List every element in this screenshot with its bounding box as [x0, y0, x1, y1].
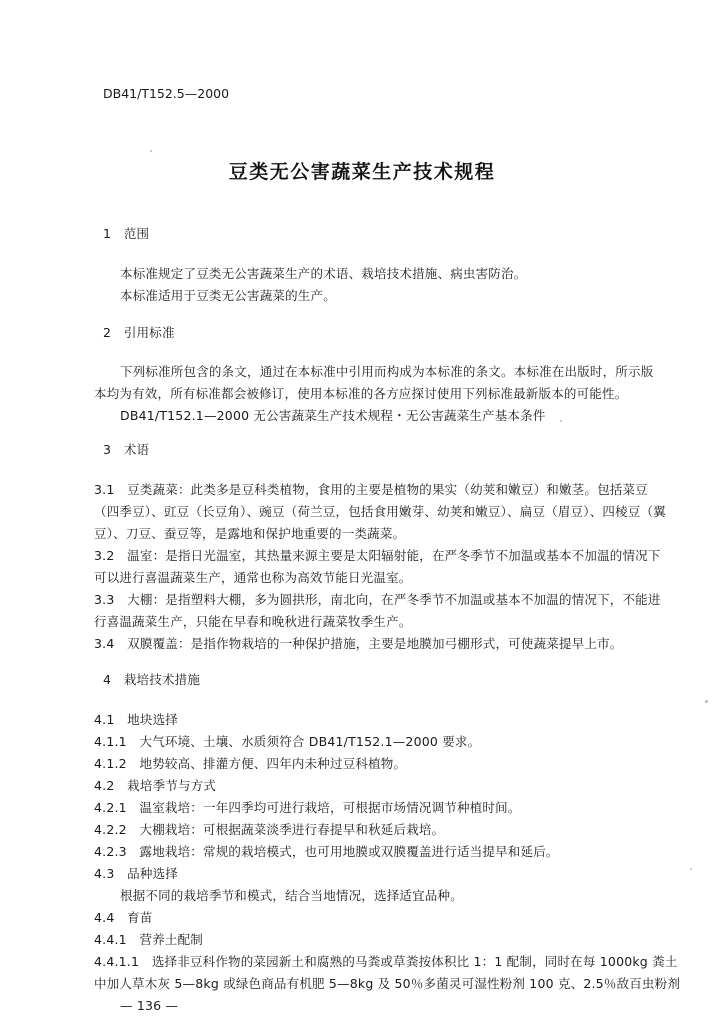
section-1-paragraph: 本标准适用于豆类无公害蔬菜的生产。: [120, 288, 336, 303]
clause-line: 4.2.2 大棚栽培：可根据蔬菜淡季进行春提早和秋延后栽培。: [94, 822, 445, 837]
clause-line: 4.1.1 大气环境、土壤、水质须符合 DB41/T152.1—2000 要求。: [94, 734, 481, 749]
section-3-heading: 3 术语: [103, 442, 150, 457]
scan-speck: [690, 868, 692, 870]
clause-line: 可以进行喜温蔬菜生产，通常也称为高效节能日光温室。: [94, 570, 412, 585]
clause-line: 3.2 温室：是指日光温室，其热量来源主要是太阳辐射能，在严冬季节不加温或基本不加温的情况下: [94, 548, 661, 563]
section-1-heading: 1 范围: [103, 226, 150, 241]
section-2-paragraph: 本均为有效，所有标准都会被修订，使用本标准的各方应探讨使用下列标准最新版本的可能性。: [94, 386, 628, 401]
section-2-paragraph: 下列标准所包含的条文，通过在本标准中引用而构成为本标准的条文。本标准在出版时，所示版: [120, 364, 654, 379]
page-number: — 136 —: [120, 998, 179, 1013]
clause-line: 4.2.1 温室栽培：一年四季均可进行栽培，可根据市场情况调节种植时间。: [94, 800, 521, 815]
clause-line: 中加人草木灰 5—8kg 或绿色商品有机肥 5—8kg 及 50％多菌灵可湿性粉剂 100 克、2.5％敌百虫粉剂: [94, 976, 681, 991]
clause-line: 3.1 豆类蔬菜：此类多是豆科类植物，食用的主要是植物的果实（幼荚和嫩豆）和嫩茎。包括菜豆: [94, 482, 648, 497]
clause-line: 根据不同的栽培季节和模式，结合当地情况，选择适宜品种。: [120, 888, 463, 903]
section-2-heading: 2 引用标准: [103, 325, 175, 340]
clause-line: 4.1.2 地势较高、排灌方便、四年内未种过豆科植物。: [94, 756, 407, 771]
clause-line: 豆）、刀豆、蚕豆等，是露地和保护地重要的一类蔬菜。: [94, 526, 406, 541]
standard-code: DB41/T152.5—2000: [103, 86, 230, 101]
clause-line: 3.4 双膜覆盖：是指作物栽培的一种保护措施，主要是地膜加弓棚形式，可使蔬菜提早上市。: [94, 636, 623, 651]
clause-line: 行喜温蔬菜生产，只能在早春和晚秋进行蔬菜牧季生产。: [94, 614, 412, 629]
section-1-paragraph: 本标准规定了豆类无公害蔬菜生产的术语、栽培技术措施、病虫害防治。: [120, 266, 527, 281]
clause-line: 4.1 地块选择: [94, 712, 178, 727]
clause-line: 3.3 大棚：是指塑料大棚，多为圆拱形，南北向，在严冬季节不加温或基本不加温的情况下，不能进: [94, 592, 661, 607]
section-2-reference: DB41/T152.1—2000 无公害蔬菜生产技术规程・无公害蔬菜生产基本条件: [120, 408, 546, 423]
clause-line: 4.4.1 营养土配制: [94, 932, 204, 947]
clause-line: 4.2 栽培季节与方式: [94, 778, 217, 793]
clause-line: 4.4.1.1 选择非豆科作物的菜园新土和腐熟的马粪或草粪按体积比 1：1 配制，同时在每 1000kg 粪土: [94, 954, 678, 969]
document-title: 豆类无公害蔬菜生产技术规程: [228, 161, 496, 183]
clause-line: （四季豆）、豇豆（长豆角）、豌豆（荷兰豆，包括食用嫩芽、幼荚和嫩豆）、扁豆（眉豆）、四棱豆（翼: [94, 504, 666, 519]
clause-line: 4.4 育苗: [94, 910, 153, 925]
scan-speck: [560, 420, 562, 422]
clause-line: 4.2.3 露地栽培：常规的栽培模式，也可用地膜或双膜覆盖进行适当提早和延后。: [94, 844, 559, 859]
scan-speck: [705, 700, 708, 703]
section-4-heading: 4 栽培技术措施: [103, 672, 201, 687]
clause-line: 4.3 品种选择: [94, 866, 178, 881]
scan-speck: [150, 150, 152, 152]
